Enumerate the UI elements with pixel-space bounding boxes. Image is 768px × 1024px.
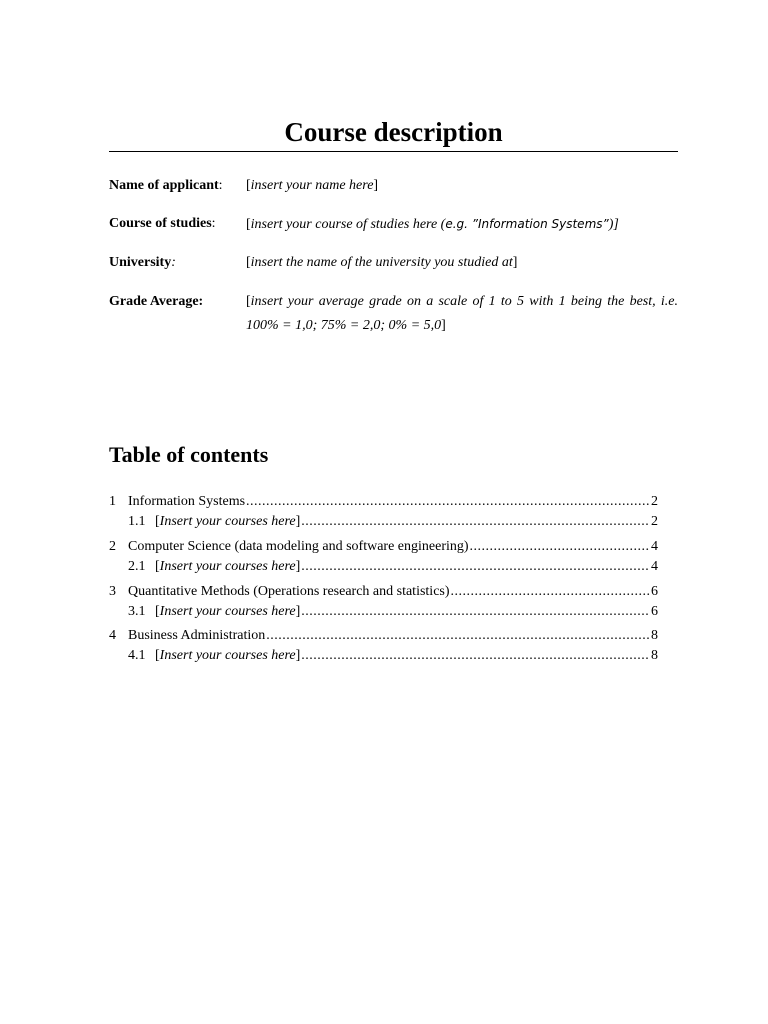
applicant-label: Name of applicant: (109, 178, 223, 193)
toc-subentry[interactable]: 1.1 [Insert your courses here] ..... 2 (128, 512, 658, 532)
toc-subentry[interactable]: 4.1 [Insert your courses here] ..... 8 (128, 646, 658, 666)
toc-entry[interactable]: 3 Quantitative Methods (Operations research and statistics) ..... 6 (109, 582, 658, 602)
page-title: Course description (284, 117, 503, 147)
grade-value[interactable]: [insert your average grade on a scale of 1 to 5 with 1 being the best, i.e. 100% = 1,0; 75% = 2,0; 0% = 5,0] (246, 294, 678, 333)
toc-entry[interactable]: 2 Computer Science (data modeling and software engineering) ..... 4 (109, 537, 658, 557)
course-label: Course of studies: (109, 216, 216, 231)
toc-subentry[interactable]: 2.1 [Insert your courses here] ..... 4 (128, 557, 658, 577)
toc-entry[interactable]: 4 Business Administration ..... 8 (109, 626, 658, 646)
toc-subentry[interactable]: 3.1 [Insert your courses here] ..... 6 (128, 602, 658, 622)
title-underline (109, 151, 678, 152)
applicant-value[interactable]: [insert your name here] (246, 178, 379, 193)
grade-label: Grade Average: (109, 294, 204, 309)
toc-entry[interactable]: 1 Information Systems ..... 2 (109, 492, 658, 512)
university-value[interactable]: [insert the name of the university you studied at] (246, 255, 518, 270)
university-label: University: (109, 255, 176, 270)
toc-heading: Table of contents (109, 442, 269, 467)
course-value[interactable]: [insert your course of studies here (e.g. ”Information Systems”)] (246, 217, 619, 232)
